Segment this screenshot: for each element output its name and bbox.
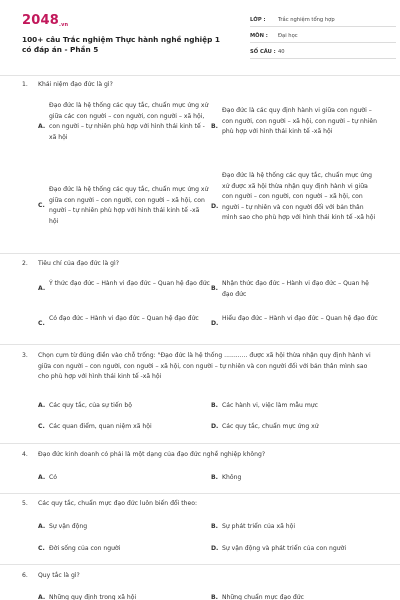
question-text: Các quy tắc, chuẩn mực đạo đức luôn biến đổi theo: <box>38 500 198 507</box>
meta-value-count: 40 <box>278 49 285 55</box>
option-a[interactable] <box>38 101 210 143</box>
option-letter: A. <box>38 523 46 530</box>
meta-value-subject: Đại học <box>278 33 298 39</box>
question-number: 6. <box>22 572 28 579</box>
option-text: Các hành vi, việc làm mẫu mực <box>222 402 318 409</box>
option-text: Những quy định trong xã hội <box>49 594 137 600</box>
option-c[interactable] <box>38 314 210 330</box>
document-header <box>22 0 374 74</box>
meta-row-count <box>250 43 396 59</box>
option-b[interactable] <box>211 106 379 138</box>
option-text: Các quy tắc, của sự tiến bộ <box>49 402 132 409</box>
option-c[interactable] <box>38 544 210 555</box>
question-3 <box>22 351 374 383</box>
option-text: Các quy tắc, chuẩn mực ứng xử <box>222 423 319 430</box>
option-letter: B. <box>211 402 218 409</box>
option-d[interactable] <box>211 544 379 555</box>
option-letter: D. <box>211 203 219 210</box>
meta-label-subject: MÔN : <box>250 33 268 39</box>
logo-main: 2048 <box>22 13 59 28</box>
option-d[interactable] <box>211 314 379 330</box>
question-divider <box>0 443 400 444</box>
option-letter: D. <box>211 320 219 327</box>
option-letter: B. <box>211 594 218 600</box>
option-c[interactable] <box>38 185 210 227</box>
option-a[interactable] <box>38 522 210 533</box>
option-text: Đạo đức là hệ thống các quy tắc, chuẩn mực ứng xử giữa con người – con người, con người – xã hội, con người – tự nhiên phù hợp với hình thái kinh tế -xã hội <box>49 186 209 225</box>
option-letter: C. <box>38 320 45 327</box>
question-number: 5. <box>22 500 28 507</box>
option-a[interactable] <box>38 401 210 412</box>
option-a[interactable] <box>38 473 210 484</box>
question-6 <box>22 571 374 582</box>
question-text: Quy tắc là gì? <box>38 572 80 579</box>
logo-suffix: .vn <box>58 22 69 28</box>
option-letter: D. <box>211 423 219 430</box>
option-letter: A. <box>38 285 46 292</box>
question-divider <box>0 564 400 565</box>
question-1 <box>22 80 374 91</box>
option-text: Ý thức đạo đức – Hành vi đạo đức – Quan hệ đạo đức <box>49 280 210 287</box>
meta-row-subject <box>250 27 396 43</box>
option-b[interactable] <box>211 522 379 533</box>
question-text: Tiêu chí của đạo đức là gì? <box>38 260 119 267</box>
question-text: Đạo đức kinh doanh có phải là một dạng của đạo đức nghề nghiệp không? <box>38 451 266 458</box>
document-title: 100+ câu Trắc nghiệm Thực hành nghề nghiệp 1 có đáp án - Phần 5 <box>22 35 220 54</box>
meta-label-class: LỚP : <box>250 17 266 23</box>
header-divider <box>0 75 400 76</box>
option-text: Đạo đức là các quy định hành vi giữa con người – con người, con người – xã hội, con người – tự nhiên phù hợp với hình thái kinh tế -xã hội <box>222 107 378 135</box>
option-letter: B. <box>211 474 218 481</box>
option-text: Không <box>222 474 242 481</box>
question-divider <box>0 253 400 254</box>
option-d[interactable] <box>211 422 379 433</box>
question-4 <box>22 450 374 461</box>
option-b[interactable] <box>211 593 379 600</box>
option-a[interactable] <box>38 593 210 600</box>
meta-row-class <box>250 13 396 27</box>
option-letter: C. <box>38 545 45 552</box>
question-text: Khái niệm đạo đức là gì? <box>38 81 113 88</box>
option-letter: B. <box>211 285 218 292</box>
option-b[interactable] <box>211 279 379 300</box>
option-letter: A. <box>38 402 46 409</box>
question-divider <box>0 344 400 345</box>
question-text: Chọn cụm từ đúng điền vào chỗ trống: "Đạo đức là hệ thống ............ được xã hội thừa nhận quy định hành vi giữa con người – con người, con người – xã hội, con người – tự nhiên và con người đối với bản thân mình sao cho phù hợp với hình thái kinh tế -xã hội <box>38 352 371 380</box>
option-text: Những chuẩn mực đạo đức <box>222 594 304 600</box>
question-number: 1. <box>22 81 28 88</box>
site-logo[interactable] <box>22 13 68 28</box>
option-letter: A. <box>38 123 46 130</box>
question-2 <box>22 259 374 270</box>
option-d[interactable] <box>211 171 379 224</box>
option-text: Có đạo đức – Hành vi đạo đức – Quan hệ đạo đức <box>49 315 199 322</box>
option-letter: D. <box>211 545 219 552</box>
question-number: 2. <box>22 260 28 267</box>
option-text: Sự vận động <box>49 523 88 530</box>
option-text: Sự vận động và phát triển của con người <box>222 545 347 552</box>
option-letter: A. <box>38 474 46 481</box>
meta-label-count: SỐ CÂU : <box>250 49 276 55</box>
option-letter: A. <box>38 594 46 600</box>
option-text: Sự phát triển của xã hội <box>222 523 296 530</box>
option-b[interactable] <box>211 473 379 484</box>
option-letter: B. <box>211 123 218 130</box>
option-c[interactable] <box>38 422 210 433</box>
option-text: Các quan điểm, quan niệm xã hội <box>49 423 152 430</box>
option-text: Đạo đức là hệ thống các quy tắc, chuẩn mực ứng xử giữa các con người – con người, con người – xã hội, con người – tự nhiên phù hợp với hình thái kinh tế -xã hội <box>49 102 209 141</box>
question-divider <box>0 493 400 494</box>
meta-value-class: Trắc nghiệm tổng hợp <box>278 17 335 23</box>
option-text: Hiểu đạo đức – Hành vi đạo đức – Quan hệ đạo đức <box>222 315 378 322</box>
option-a[interactable] <box>38 279 210 295</box>
question-5 <box>22 499 374 510</box>
option-letter: B. <box>211 523 218 530</box>
meta-table <box>250 13 396 59</box>
option-text: Nhận thức đạo đức – Hành vi đạo đức – Quan hệ đạo đức <box>222 280 369 298</box>
option-text: Đời sống của con người <box>49 545 121 552</box>
option-b[interactable] <box>211 401 379 412</box>
option-letter: C. <box>38 423 45 430</box>
question-number: 3. <box>22 352 28 359</box>
option-letter: C. <box>38 202 45 209</box>
option-text: Đạo đức là hệ thống các quy tắc, chuẩn mực ứng xử được xã hội thừa nhận quy định hành vi giữa con người – con người, con người – xã hội, con người – tự nhiên và con người đối với bản thân mình sao cho phù hợp với hình thái kinh tế -xã hội <box>222 172 376 221</box>
option-text: Có <box>49 474 57 481</box>
question-number: 4. <box>22 451 28 458</box>
